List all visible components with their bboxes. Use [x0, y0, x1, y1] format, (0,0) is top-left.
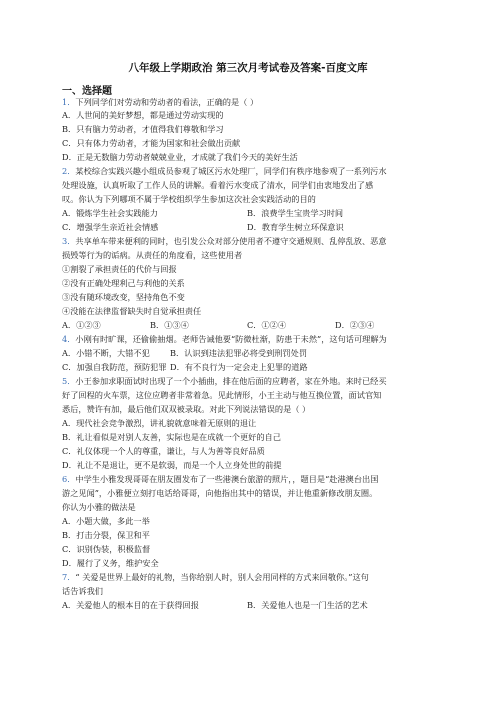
question-number: 5．	[62, 376, 76, 386]
question-text: 中学生小雅发现哥哥在朋友圈发布了一些港澳台旅游的照片，，题目是“赴港澳台出国	[75, 474, 379, 484]
question-text: 共享单车带来便利的同时，也引发公众对部分使用者不遵守交通规则、乱停乱放、恶意	[75, 236, 387, 246]
question-2-stem-2: 处理设施，认真听取了工作人员的讲解。看着污水变成了清水，同学们由衷地发出了感	[62, 180, 374, 190]
q7-option-b: B．关爱他人也是一门生活的艺术	[247, 600, 368, 610]
q3-option-a: A．①②③	[62, 320, 101, 330]
question-number: 1．	[62, 97, 76, 107]
question-number: 2．	[62, 166, 76, 176]
question-3-stem-2: 损毁等行为的诟病。从责任的角度看，这些使用者	[62, 250, 243, 260]
question-text: 小王参加求职面试时出现了一个小插曲，排在他后面的应聘者，家在外地。来时已经买	[75, 376, 387, 386]
question-7-stem-1	[62, 572, 369, 583]
question-5-stem-1	[62, 376, 387, 387]
question-number: 7．	[62, 572, 76, 582]
question-text: 下列同学们对劳动和劳动者的看法，正确的是（ ）	[75, 97, 259, 107]
question-number: 6．	[62, 474, 76, 484]
q3-option-b: B．①③④	[150, 320, 189, 330]
question-text: “ 关爱是世界上最好的礼物，当你给别人时，别人会用同样的方式来回敬你。”这句	[75, 572, 369, 582]
q5-option-d: D．礼让不是退让，更不是软弱，而是一个人立身处世的前提	[62, 460, 282, 470]
q1-option-a: A．人世间的美好梦想，都是通过劳动实现的	[62, 110, 224, 120]
q3-statement-4: ④没能在法律监督缺失时自觉承担责任	[62, 306, 202, 316]
question-6-stem-2: 游之见闻”，小雅便立刻打电话给哥哥，向他指出其中的错误，并让他重新修改朋友圈。	[62, 488, 378, 498]
question-1-stem	[62, 97, 258, 108]
q5-option-a: A．现代社会竞争激烈，讲礼貌就意味着无原则的退让	[62, 418, 257, 428]
q3-statement-1: ①割裂了承担责任的代价与回报	[62, 264, 177, 274]
q1-option-d: D．正是无数脑力劳动者兢兢业业，才成就了我们今天的美好生活	[62, 152, 298, 162]
q6-option-d: D．履行了义务，维护安全	[62, 558, 159, 568]
q6-option-b: B．打击分裂，保卫和平	[62, 530, 150, 540]
question-6-stem-1	[62, 474, 378, 485]
question-7-stem-2: 话告诉我们	[62, 586, 103, 596]
q4-option-d: D．有不良行为一定会走上犯罪的道路	[170, 362, 308, 372]
q7-option-a: A．关爱他人的根本目的在于获得回报	[62, 600, 199, 610]
question-3-stem-1	[62, 236, 387, 247]
q3-statement-2: ②没有正确处理利己与利他的关系	[62, 278, 185, 288]
q2-option-a: A．锻炼学生社会实践能力	[62, 208, 158, 218]
q4-option-a: A．小错不断，大错不犯	[62, 348, 150, 358]
question-number: 3．	[62, 236, 76, 246]
q1-option-c: C．只有体力劳动者，才能为国家和社会做出贡献	[62, 138, 241, 148]
q6-option-c: C．识别伪装，积极监督	[62, 544, 151, 554]
question-5-stem-2: 好了回程的火车票，这位应聘者非常着急。见此情形，小王主动与他互换位置，面试官知	[62, 390, 382, 400]
question-text: 某校综合实践兴趣小组成员参观了城区污水处理厂，同学们有秩序地参观了一系列污水	[75, 166, 387, 176]
q4-option-b: B．认识到违法犯罪必将受到刑罚处罚	[170, 348, 308, 358]
q3-option-c: C．①②④	[247, 320, 287, 330]
question-4-stem-1	[62, 334, 387, 345]
question-5-stem-3: 悉后，赞许有加，最后他们双双被录取。对此下列说法错误的是（ ）	[62, 404, 311, 414]
q4-option-c: C．加强自我防范，预防犯罪	[62, 362, 167, 372]
question-number: 4．	[62, 334, 76, 344]
question-6-stem-3: 你认为小雅的做法是	[62, 502, 136, 512]
q2-option-b: B．浪费学生宝贵学习时间	[247, 208, 344, 218]
q1-option-b: B．只有脑力劳动者，才值得我们尊敬和学习	[62, 124, 224, 134]
q3-option-d: D．②③④	[335, 320, 375, 330]
q5-option-c: C．礼仪体现一个人的尊重，谦让，与人为善等良好品质	[62, 446, 265, 456]
q2-option-d: D．教育学生树立环保意识	[247, 222, 344, 232]
question-2-stem-1	[62, 166, 387, 177]
section-heading: 一、选择题	[62, 86, 112, 97]
page-title: 八年级上学期政治 第三次月考试卷及答案-百度文库	[128, 62, 368, 74]
question-2-stem-3: 叹。你认为下列哪项不属于学校组织学生参加这次社会实践活动的目的	[62, 194, 316, 204]
q2-option-c: C．增强学生亲近社会情感	[62, 222, 159, 232]
q5-option-b: B．礼让看似是对别人友善，实际也是在成就一个更好的自己	[62, 432, 281, 442]
q3-statement-3: ③没有随环境改变，坚持角色不变	[62, 292, 185, 302]
q6-option-a: A．小题大做，多此一举	[62, 516, 150, 526]
question-text: 小刚有时旷课，还偷偷抽烟。老师告诫他要“防微杜渐，防患于未然”，这句话可理解为	[75, 334, 387, 344]
